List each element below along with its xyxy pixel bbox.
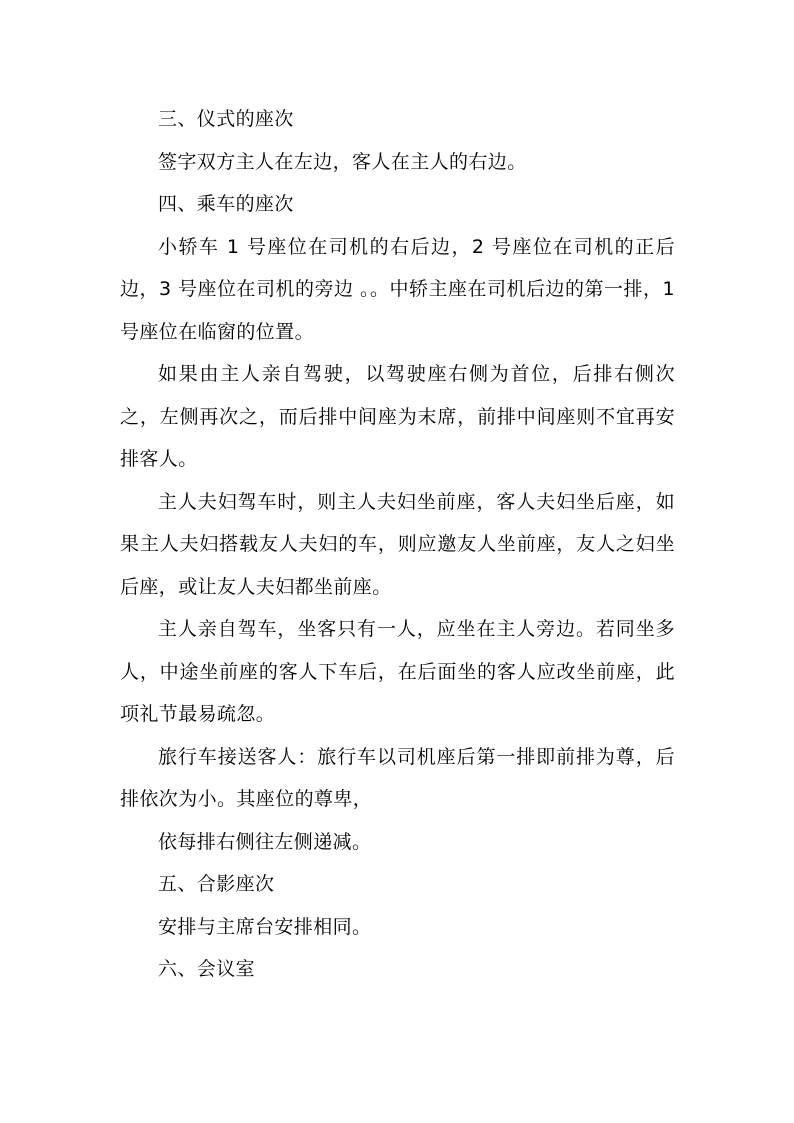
- section-heading-ceremony-seating: 三、仪式的座次: [158, 108, 294, 130]
- section-heading-photo-seating: 五、合影座次: [158, 873, 275, 895]
- section-heading-vehicle-seating: 四、乘车的座次: [158, 193, 294, 215]
- paragraph-row-order: 依每排右侧往左侧递减。: [158, 830, 372, 853]
- paragraph-couple-driving: 主人夫妇驾车时，则主人夫妇坐前座，客人夫妇坐后座，如果主人夫妇搭载友人夫妇的车，则应邀友人坐前座，友人之妇坐后座，或让友人夫妇都坐前座。: [120, 490, 675, 598]
- paragraph-tour-bus: 旅行车接送客人：旅行车以司机座后第一排即前排为尊，后排依次为小。其座位的尊卑，: [120, 745, 675, 810]
- paragraph-single-guest: 主人亲自驾车，坐客只有一人，应坐在主人旁边。若同坐多人，中途坐前座的客人下车后，在后面坐的客人应改坐前座，此项礼节最易疏忽。: [120, 618, 675, 725]
- paragraph-host-driving: 如果由主人亲自驾驶，以驾驶座右侧为首位，后排右侧次之，左侧再次之，而后排中间座为末席，前排中间座则不宜再安排客人。: [120, 363, 675, 470]
- paragraph-sedan-seating: 小轿车 1 号座位在司机的右后边，2 号座位在司机的正后边，3 号座位在司机的旁边 。。中轿主座在司机后边的第一排，1 号座位在临窗的位置。: [120, 235, 675, 343]
- document-body: [120, 98, 675, 991]
- paragraph-photo-arrangement: 安排与主席台安排相同。: [158, 915, 372, 938]
- paragraph-signing-seating: 签字双方主人在左边，客人在主人的右边。: [158, 150, 527, 173]
- section-heading-meeting-room: 六、会议室: [158, 958, 256, 980]
